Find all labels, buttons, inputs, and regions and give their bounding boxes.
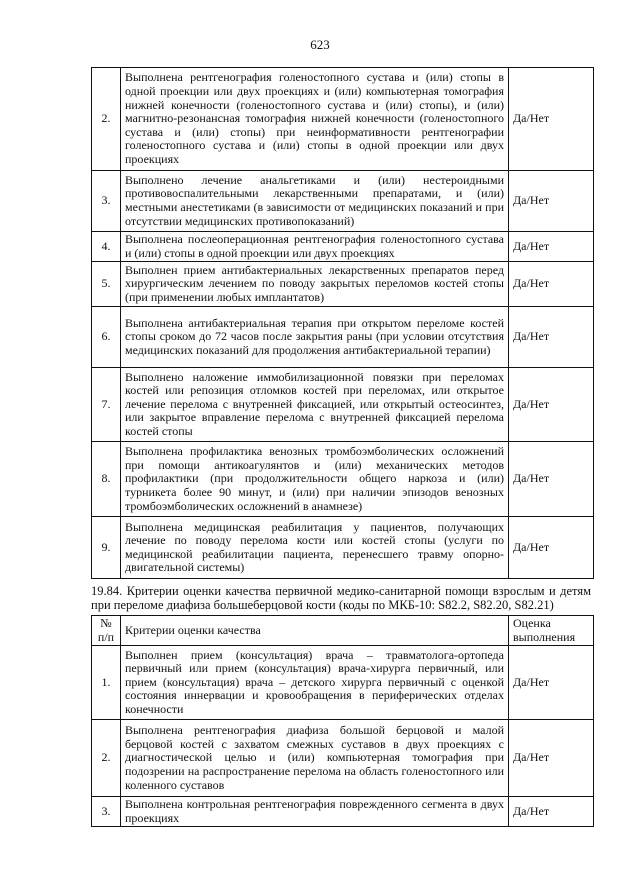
criterion-text: Выполнена послеоперационная рентгенография голеностопного сустава и (или) стопы в одной проекции или двух проекциях xyxy=(121,232,509,262)
table-row xyxy=(92,368,594,442)
table-row xyxy=(92,171,594,232)
criteria-table-tibia-fracture xyxy=(91,615,594,827)
criterion-text: Выполнена рентгенография диафиза большой берцовой и малой берцовой костей с захватом смежных суставов в двух проекциях с диагностической целью и (или) компьютерная томография при подозрении на распространение перелома на область голеностопного или коленного суставов xyxy=(121,720,509,797)
row-number: 7. xyxy=(92,368,121,442)
criterion-score: Да/Нет xyxy=(509,68,594,171)
row-number: 2. xyxy=(92,720,121,797)
row-number: 3. xyxy=(92,171,121,232)
row-number: 9. xyxy=(92,517,121,579)
table-row xyxy=(92,797,594,827)
criterion-score: Да/Нет xyxy=(509,262,594,307)
criterion-score: Да/Нет xyxy=(509,307,594,368)
row-number: 3. xyxy=(92,797,121,827)
criterion-text: Выполнен прием (консультация) врача – травматолога-ортопеда первичный или прием (консультация) врача-хирурга первичный, или прием (консультация) врача – детского хирурга первичный с оценкой состояния иннервации и кровообращения в периферических отделах конечности xyxy=(121,646,509,720)
table-row xyxy=(92,232,594,262)
criteria-table-foot-fracture xyxy=(91,67,594,579)
criterion-text: Выполнен прием антибактериальных лекарственных препаратов перед хирургическим лечением по поводу закрытых переломов костей стопы (при применении любых имплантатов) xyxy=(121,262,509,307)
criterion-score: Да/Нет xyxy=(509,517,594,579)
header-criteria: Критерии оценки качества xyxy=(121,616,509,646)
row-number: 2. xyxy=(92,68,121,171)
criterion-score: Да/Нет xyxy=(509,232,594,262)
row-number: 6. xyxy=(92,307,121,368)
criterion-text: Выполнена рентгенография голеностопного сустава и (или) стопы в одной проекции или двух проекциях и (или) компьютерная томография нижней конечности (голеностопного сустава и (или) стопы), и (или) магнитно-резонансная томография нижней конечности (голеностопного сустава и (или) стопы) при неинформативности рентгенографии голеностопного сустава и (или) стопы в одной проекции или двух проекциях xyxy=(121,68,509,171)
table-row xyxy=(92,517,594,579)
criterion-text: Выполнено наложение иммобилизационной повязки при переломах костей или репозиция отломков костей при переломах, или открытое лечение перелома с внутренней фиксацией, или открытый остеосинтез, или закрытое вправление перелома с внутренней фиксацией перелома костей стопы xyxy=(121,368,509,442)
table-row xyxy=(92,262,594,307)
header-number: № п/п xyxy=(92,616,121,646)
criterion-text: Выполнена профилактика венозных тромбоэмболических осложнений при помощи антикоагулянтов и (или) механических методов профилактики (при продолжительности общего наркоза и (или) турникета более 90 минут, и (или) при наличии эпизодов венозных тромбоэмболических осложнений в анамнезе) xyxy=(121,442,509,517)
row-number: 5. xyxy=(92,262,121,307)
criterion-text: Выполнена медицинская реабилитация у пациентов, получающих лечение по поводу перелома кости или костей стопы (услуги по медицинской реабилитации пациента, перенесшего травму опорно-двигательной системы) xyxy=(121,517,509,579)
criterion-text: Выполнена антибактериальная терапия при открытом переломе костей стопы сроком до 72 часов после закрытия раны (при условии отсутствия медицинских показаний для продолжения антибактериальной терапии) xyxy=(121,307,509,368)
criterion-score: Да/Нет xyxy=(509,368,594,442)
table-header-row xyxy=(92,616,594,646)
criterion-score: Да/Нет xyxy=(509,646,594,720)
criterion-score: Да/Нет xyxy=(509,171,594,232)
row-number: 4. xyxy=(92,232,121,262)
criterion-score: Да/Нет xyxy=(509,720,594,797)
header-score: Оценка выполнения xyxy=(509,616,594,646)
criterion-score: Да/Нет xyxy=(509,442,594,517)
row-number: 8. xyxy=(92,442,121,517)
table-row xyxy=(92,442,594,517)
table-row xyxy=(92,307,594,368)
criterion-text: Выполнена контрольная рентгенография поврежденного сегмента в двух проекциях xyxy=(121,797,509,827)
table-row xyxy=(92,720,594,797)
criterion-score: Да/Нет xyxy=(509,797,594,827)
section-caption: 19.84. Критерии оценки качества первичной медико-санитарной помощи взрослым и детям при переломе диафиза большеберцовой кости (коды по МКБ-10: S82.2, S82.20, S82.21) xyxy=(91,584,591,612)
table-row xyxy=(92,68,594,171)
table-row xyxy=(92,646,594,720)
page-number: 623 xyxy=(310,37,330,52)
row-number: 1. xyxy=(92,646,121,720)
criterion-text: Выполнено лечение анальгетиками и (или) нестероидными противовоспалительными лекарственными препаратами, и (или) местными анестетиками (в зависимости от медицинских показаний и при отсутствии медицинских противопоказаний) xyxy=(121,171,509,232)
